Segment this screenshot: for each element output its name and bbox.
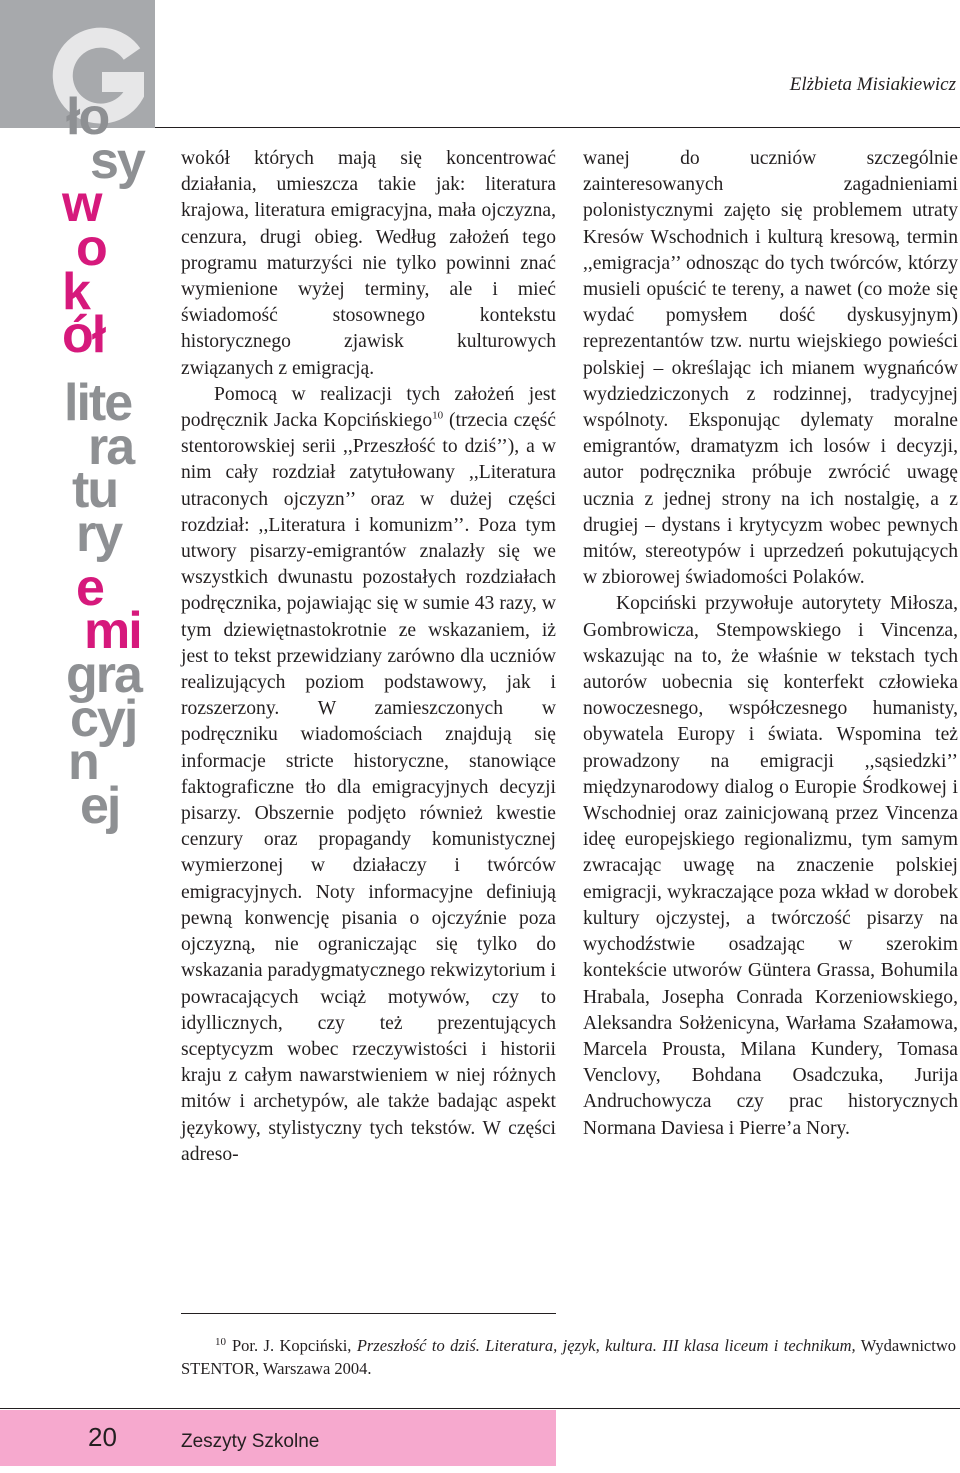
left-paragraph-2-rest: (trzecia część stentorowskiej serii ,,Przeszłość to dziś’’), a w nim cały rozdział zatytułowany ,,Literatura utraconych ojczyzn’’ oraz w dużej części rozdział: ,,Literatura i komunizm’’. Poza tym utwory pisarzy-emigrantów znalazły się we wszystkich dwunastu pozostałych rozdziałach podręcznika, pojawiając się w sumie 43 razy, w tym dziewiętnastokrotnie ze wskazaniem, iż jest to tekst przewidziany zarówno dla uczniów realizujących poziom podstawowy, jak i rozszerzony. W zamieszczonych w podręczniku wiadomościach znajdują się informacje stricte historyczne, stanowiące faktograficzne tło dla emigracyjnych decyzji pisarzy. Obszernie podjęto również kwestie cenzury oraz propagandy komunistycznej wymierzonej w działaczy i twórców emigracyjnych. Noty informacyjne definiują pewną konwencję pisania o ojczyźnie poza ojczyzną, nie ograniczając się tylko do wskazania paradygmatycznego rekwizytorium i powracających wciąż motywów, czy to idyllicznych, czy też prezentujących sceptycyzm wobec rzeczywistości i historii kraju z całym nawarstwieniem w niej różnych mitów i archetypów, ale także badając aspekt językowy, stylistyczny tych tekstów. W części adreso- xyxy=(181,410,556,1165)
sidebar-letters-tu: tu xyxy=(72,461,118,520)
footnote xyxy=(181,1334,956,1380)
footnote-number: 10 xyxy=(215,1335,226,1348)
left-text-column xyxy=(181,146,556,1168)
sidebar-letters-k: k xyxy=(62,262,89,321)
sidebar-letters-ej: ej xyxy=(80,777,120,836)
right-text-column xyxy=(583,146,958,1142)
footnote-rule xyxy=(181,1313,556,1314)
sidebar-letters-mi: mi xyxy=(84,602,141,661)
sidebar-letters-ry: ry xyxy=(76,505,122,564)
sidebar-letters-lo: ło xyxy=(66,88,109,146)
sidebar-letters-o: o xyxy=(76,219,106,278)
sidebar-letters-n: n xyxy=(68,733,98,792)
footnote-lead: Por. J. Kopciński, xyxy=(232,1336,357,1355)
page-number: 20 xyxy=(88,1422,117,1452)
sidebar-letters-w: w xyxy=(62,175,101,234)
footer-rule xyxy=(0,1408,960,1409)
footnote-title: Przeszłość to dziś. Literatura, język, kultura. III klasa liceum i technikum, xyxy=(356,1336,856,1355)
sidebar-letters-e: e xyxy=(76,558,103,617)
left-paragraph-2-start: Pomocą w realizacji tych założeń jest podręcznik Jacka Kopcińskiego xyxy=(181,383,556,432)
sidebar-title xyxy=(62,88,154,836)
sidebar-letters-sy: sy xyxy=(90,131,144,190)
right-paragraph-2: Kopciński przywołuje autorytety Miłosza, Gombrowicza, Stempowskiego i Vincenza, wskazując na to, że właśnie w tekstach tych autorów uobecnia się konterfekt człowieka nowoczesnego, współczesnego humanisty, obywatela Europy i świata. Wspomina też prowadzony na emigracji ,,sąsiedzki’’ międzynarodowy dialog o Europie Środkowej i Wschodniej oraz zainicjowaną przez Vincenza ideę europejskiego regionalizmu, tym samym zwracając uwagę na znaczenie polskiej emigracji, wykraczające poza wkład w dorobek kultury ojczystej, a twórczość pisarzy na wychodźstwie osadzając w szerokim kontekście utworów Güntera Grassa, Bohumila Hrabala, Josepha Conrada Korzeniowskiego, Aleksandra Sołżenicyna, Warłama Szałamowa, Marcela Prousta, Milana Kundery, Tomasa Venclovy, Bohdana Osadczuka, Jurija Andruchowycza czy prac historycznych Normana Daviesa i Pierre’a Nory. xyxy=(583,593,958,1139)
footnote-rest: Wydawnictwo STENTOR, Warszawa 2004. xyxy=(181,1336,957,1378)
sidebar-letters-cyj: cyj xyxy=(70,689,137,748)
header-author: Elżbieta Misiakiewicz xyxy=(789,74,956,95)
left-paragraph-2 xyxy=(181,382,556,1168)
left-paragraph-1: wokół których mają się koncentrować działania, umieszcza takie jak: literatura krajowa, literatura emigracyjna, mała ojczyzna, cenzura, drugi obieg. Według założeń tego programu maturzyści nie tylko powinni znać wymienione wyżej terminy, ale i mieć świadomość stosownego kontekstu historycznego zjawisk kulturowych związanych z emigracją. xyxy=(181,148,556,379)
sidebar-letters-gra: gra xyxy=(66,646,141,705)
footnote-reference[interactable]: 10 xyxy=(432,409,444,422)
sidebar-letters-ra: ra xyxy=(88,417,134,476)
header-rule xyxy=(155,127,960,128)
sidebar-letters-ol: ół xyxy=(62,306,105,365)
journal-name: Zeszyty Szkolne xyxy=(181,1431,320,1452)
right-paragraph-1: wanej do uczniów szczególnie zainteresowanych zagadnieniami polonistycznymi zajęto się problemem utraty Kresów Wschodnich i kulturą kresową, termin ,,emigracja’’ odnosząc do tych twórców, którzy musieli opuścić te tereny, a nawet (co może się wydać pomysłem dość dyskusyjnym) reprezentantów tzw. nurtu wiejskiego powieści polskiej – określając ich mianem wygnańców wydziedziczonych z rodzinnej, tradycyjnej wspólnoty. Eksponując dylematy moralne emigrantów, dramatyzm ich losów i decyzji, autor podręcznika próbuje zwrócić uwagę ucznia z jednej strony na ich nostalgię, a z drugiej – dystans i krytycyzm wobec pewnych mitów, stereotypów i uprzedzeń pokutujących w zbiorowej świadomości Polaków. xyxy=(583,148,958,589)
sidebar-letters-lite: lite xyxy=(64,374,132,433)
